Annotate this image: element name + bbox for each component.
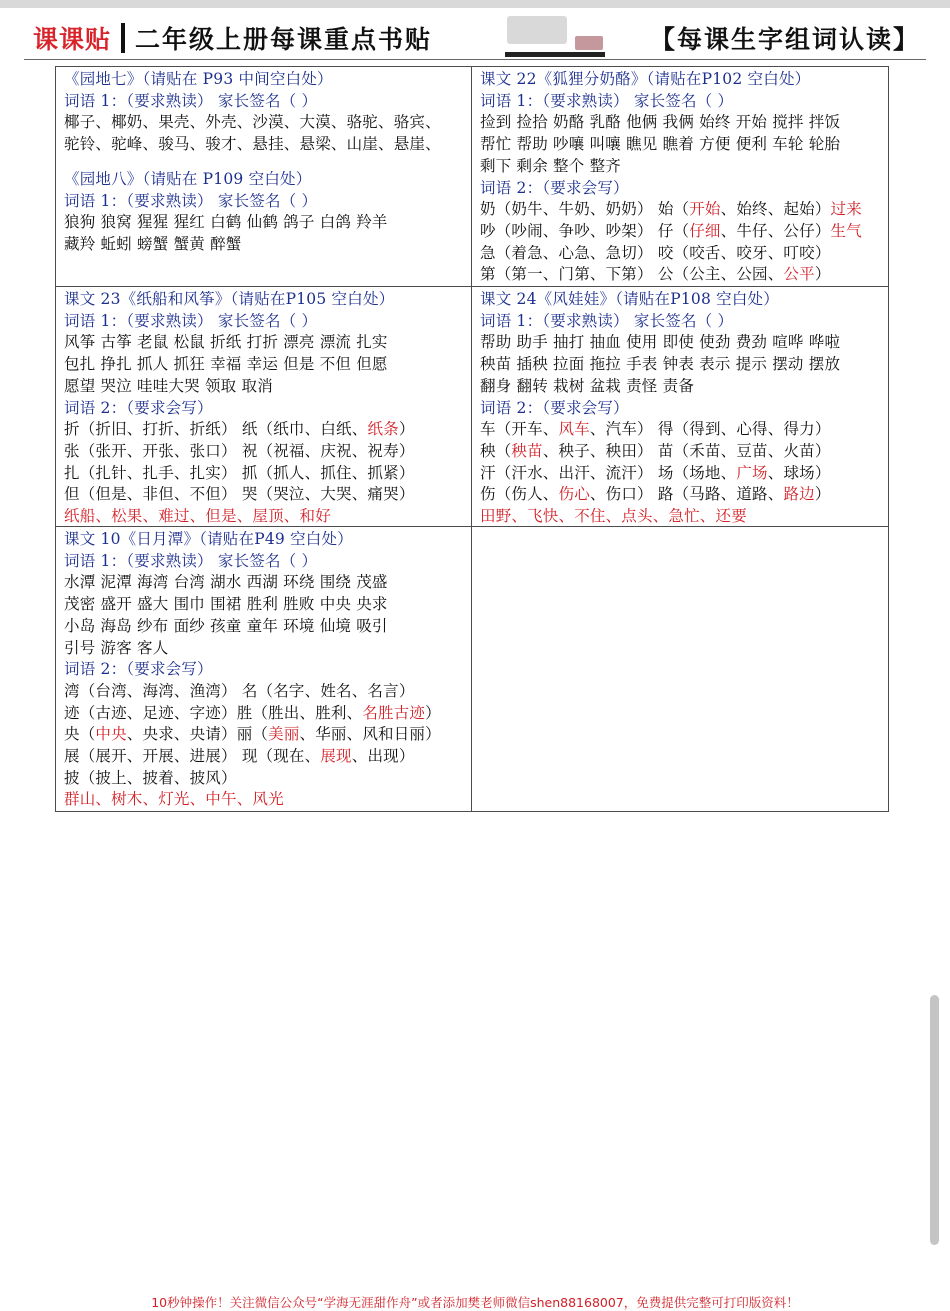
text-line <box>64 212 465 234</box>
empty-cell <box>472 527 888 811</box>
word-text: 、华丽、风和日丽） <box>299 725 441 744</box>
text-line <box>64 69 465 91</box>
word-text: 翻身 翻转 栽树 盆栽 责怪 责备 <box>480 376 695 395</box>
highlight-word: 生气 <box>830 221 862 240</box>
word-text: 小岛 海岛 纱布 面纱 孩童 童年 环境 仙境 吸引 <box>64 616 388 635</box>
word-text: 奶（奶牛、牛奶、奶奶） 始（ <box>480 200 690 219</box>
brand-divider <box>121 23 125 53</box>
grid-row <box>56 67 888 287</box>
word-text: 汗（汗水、出汗、流汗） 场（场地、 <box>480 463 737 482</box>
spacer <box>64 156 465 169</box>
highlight-word: 公平 <box>783 265 815 284</box>
text-line <box>480 441 882 463</box>
text-line <box>480 332 882 354</box>
text-line <box>480 199 882 221</box>
word-text: 剩下 剩余 整个 整齐 <box>480 156 621 175</box>
highlight-word: 开始 <box>689 200 721 219</box>
word-text: 车（开车、 <box>480 420 559 439</box>
highlight-word: 美丽 <box>268 725 300 744</box>
word-text: 风筝 古筝 老鼠 松鼠 折纸 打折 漂亮 漂流 扎实 <box>64 333 388 352</box>
text-line <box>64 234 465 256</box>
word-text: 帮忙 帮助 吵嚷 叫嚷 瞧见 瞧着 方便 便利 车轮 轮胎 <box>480 135 841 154</box>
text-line <box>64 289 465 311</box>
text-line <box>64 746 465 768</box>
page-header <box>0 8 950 58</box>
word-text: ） <box>398 420 415 439</box>
text-line <box>64 594 465 616</box>
highlight-word: 伤心 <box>558 485 590 504</box>
text-line <box>64 659 465 681</box>
text-line <box>64 191 465 213</box>
header-rule <box>24 59 926 60</box>
text-line <box>480 91 882 113</box>
word-text: 展（展开、开展、进展） 现（现在、 <box>64 747 321 766</box>
header-tagline: 【每课生字组词认读】 <box>649 25 920 54</box>
highlight-word: 广场 <box>736 463 768 482</box>
text-line <box>64 169 465 191</box>
word-text: 湾（台湾、海湾、渔湾） 名（名字、姓名、名言） <box>64 681 415 700</box>
section-label: 词语 2：（要求会写） <box>64 660 213 679</box>
word-text: 捡到 捡拾 奶酪 乳酪 他俩 我俩 始终 开始 搅拌 拌饭 <box>480 113 841 132</box>
word-text: 折（折旧、打折、折纸） 纸（纸巾、白纸、 <box>64 420 368 439</box>
word-text: 急（着急、心急、急切） 咬（咬舌、咬牙、叮咬） <box>480 243 831 262</box>
text-line <box>64 134 465 156</box>
text-line <box>480 376 882 398</box>
text-line <box>64 703 465 725</box>
word-text: 央（ <box>64 725 96 744</box>
section-label: 词语 1：（要求熟读） 家长签名（ ） <box>64 191 318 210</box>
text-line <box>64 441 465 463</box>
text-line <box>64 311 465 333</box>
word-text: 、球场） <box>767 463 831 482</box>
text-line <box>480 311 882 333</box>
text-line <box>64 616 465 638</box>
text-line <box>480 354 882 376</box>
subject-title: 二年级上册每课重点书贴 <box>135 25 433 54</box>
text-line <box>480 69 882 91</box>
section-label: 词语 1：（要求熟读） 家长签名（ ） <box>480 311 734 330</box>
text-line <box>64 354 465 376</box>
highlight-word: 中央 <box>95 725 127 744</box>
scrollbar[interactable] <box>930 995 939 1245</box>
text-line <box>64 112 465 134</box>
blurred-underline <box>505 52 605 57</box>
text-line <box>64 681 465 703</box>
word-text: 、伤口） 路（马路、道路、 <box>589 485 784 504</box>
lesson-cell <box>56 527 472 811</box>
word-text: 伤（伤人、 <box>480 485 559 504</box>
text-line <box>480 156 882 178</box>
word-text: 狼狗 狼窝 猩猩 猩红 白鹤 仙鹤 鸽子 白鸽 羚羊 <box>64 213 388 232</box>
text-line <box>64 724 465 746</box>
section-label: 词语 1：（要求熟读） 家长签名（ ） <box>64 311 318 330</box>
word-text: 、出现） <box>351 747 415 766</box>
word-text: 张（张开、开张、张口） 祝（祝福、庆祝、祝寿） <box>64 441 415 460</box>
lesson-grid <box>55 66 889 812</box>
word-text: 愿望 哭泣 哇哇大哭 领取 取消 <box>64 376 273 395</box>
text-line <box>64 91 465 113</box>
text-line <box>64 398 465 420</box>
highlight-word: 纸条 <box>367 420 399 439</box>
word-text: 第（第一、门第、下第） 公（公主、公园、 <box>480 265 784 284</box>
text-line <box>64 506 465 526</box>
section-label: 词语 1：（要求熟读） 家长签名（ ） <box>64 91 318 110</box>
lesson-cell <box>56 287 472 526</box>
word-text: 水潭 泥潭 海湾 台湾 湖水 西湖 环绕 围绕 茂盛 <box>64 573 388 592</box>
text-line <box>480 178 882 200</box>
lesson-title: 课文 10《日月潭》（请贴在P49 空白处） <box>64 530 353 548</box>
word-text: 驼铃、驼峰、骏马、骏才、悬挂、悬梁、山崖、悬崖、 <box>64 135 441 154</box>
text-line <box>64 789 465 811</box>
word-text: ） <box>814 485 831 504</box>
word-text: 藏羚 蚯蚓 螃蟹 蟹黄 醉蟹 <box>64 234 242 253</box>
text-line <box>64 463 465 485</box>
word-text: 、汽车） 得（得到、心得、得力） <box>589 420 831 439</box>
top-bar <box>0 0 950 8</box>
word-text: 、牛仔、公仔） <box>720 221 831 240</box>
text-line <box>64 529 465 551</box>
section-label: 词语 2：（要求会写） <box>480 178 629 197</box>
lesson-title: 课文 23《纸船和风筝》（请贴在P105 空白处） <box>64 290 395 308</box>
highlight-word: 展现 <box>320 747 352 766</box>
text-line <box>480 419 882 441</box>
text-line <box>64 332 465 354</box>
word-text: 椰子、椰奶、果壳、外壳、沙漠、大漠、骆驼、骆宾、 <box>64 113 441 132</box>
word-text: 、始终、起始） <box>720 200 831 219</box>
highlight-word: 路边 <box>783 485 815 504</box>
section-label: 词语 2：（要求会写） <box>480 398 629 417</box>
text-line <box>480 243 882 265</box>
highlight-word: 过来 <box>830 200 862 219</box>
text-line <box>64 419 465 441</box>
word-text: 帮助 助手 抽打 抽血 使用 即使 使劲 费劲 喧哗 哗啦 <box>480 333 841 352</box>
grid-row <box>56 287 888 527</box>
lesson-title: 课文 22《狐狸分奶酪》（请贴在P102 空白处） <box>480 70 811 88</box>
section-label: 词语 1：（要求熟读） 家长签名（ ） <box>64 551 318 570</box>
highlight-word: 名胜古迹 <box>362 703 426 722</box>
word-text: 、央求、央请）丽（ <box>126 725 269 744</box>
text-line <box>64 484 465 506</box>
text-line <box>480 134 882 156</box>
section-label: 词语 2：（要求会写） <box>64 398 213 417</box>
text-line <box>64 638 465 660</box>
brand-title: 课课贴 <box>33 25 112 54</box>
text-line <box>480 264 882 286</box>
word-text: 但（但是、非但、不但） 哭（哭泣、大哭、痛哭） <box>64 485 415 504</box>
text-line <box>480 221 882 243</box>
word-text: 披（披上、披着、披风） <box>64 768 237 787</box>
blurred-mark <box>507 16 567 44</box>
lesson-cell <box>472 287 888 526</box>
lesson-title: 《园地七》（请贴在 P93 中间空白处） <box>64 70 333 88</box>
word-text: 、秧子、秧田） 苗（禾苗、豆苗、火苗） <box>542 441 831 460</box>
word-text: 秧（ <box>480 441 512 460</box>
word-text: 茂密 盛开 盛大 围巾 围裙 胜利 胜败 中央 央求 <box>64 595 388 614</box>
text-line <box>64 376 465 398</box>
lesson-title: 《园地八》（请贴在 P109 空白处） <box>64 169 312 188</box>
highlight-word: 田野、飞快、不住、点头、急忙、还要 <box>480 507 747 526</box>
highlight-word: 秧苗 <box>511 441 543 460</box>
text-line <box>480 506 882 526</box>
section-label: 词语 1：（要求熟读） 家长签名（ ） <box>480 91 734 110</box>
lesson-cell <box>56 67 472 286</box>
text-line <box>64 551 465 573</box>
lesson-title: 课文 24《风娃娃》（请贴在P108 空白处） <box>480 290 779 308</box>
text-line <box>480 398 882 420</box>
lesson-cell <box>472 67 888 286</box>
text-line <box>64 768 465 790</box>
text-line <box>64 572 465 594</box>
word-text: 包扎 挣扎 抓人 抓狂 幸福 幸运 但是 不但 但愿 <box>64 355 388 374</box>
text-line <box>480 463 882 485</box>
highlight-word: 仔细 <box>689 221 721 240</box>
text-line <box>480 112 882 134</box>
text-line <box>480 484 882 506</box>
word-text: ） <box>425 703 441 722</box>
grid-row <box>56 527 888 811</box>
word-text: 吵（吵闹、争吵、吵架） 仔（ <box>480 221 690 240</box>
highlight-word: 群山、树木、灯光、中午、风光 <box>64 790 284 809</box>
word-text: 扎（扎针、扎手、扎实） 抓（抓人、抓住、抓紧） <box>64 463 415 482</box>
highlight-word: 纸船、松果、难过、但是、屋顶、和好 <box>64 507 331 526</box>
blurred-mark-accent <box>575 36 603 50</box>
word-text: 迹（古迹、足迹、字迹）胜（胜出、胜利、 <box>64 703 363 722</box>
word-text: 秧苗 插秧 拉面 拖拉 手表 钟表 表示 提示 摆动 摆放 <box>480 355 841 374</box>
highlight-word: 风车 <box>558 420 590 439</box>
text-line <box>480 289 882 311</box>
footer-notice: 10秒钟操作！关注微信公众号“学海无涯甜作舟”或者添加樊老师微信shen88168007，免费提供完整可打印版资料！ <box>151 1295 799 1310</box>
word-text: ） <box>814 265 831 284</box>
word-text: 引号 游客 客人 <box>64 638 169 657</box>
